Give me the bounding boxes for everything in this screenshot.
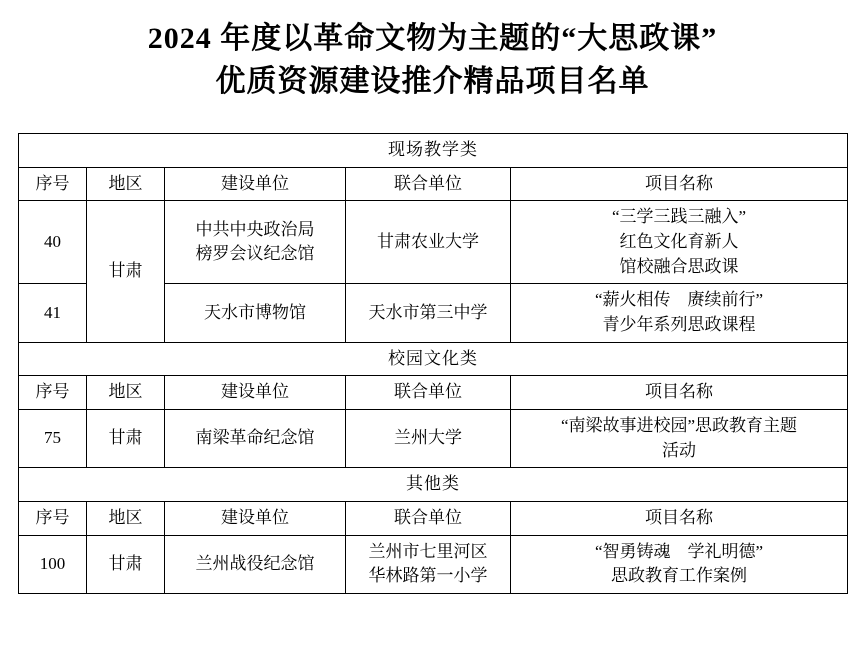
section-heading-1: 校园文化类 <box>19 342 848 376</box>
section-heading-2: 其他类 <box>19 468 848 502</box>
cell-joint <box>346 284 511 342</box>
column-header-row <box>19 501 848 535</box>
page-title <box>18 0 847 103</box>
column-header-row <box>19 376 848 410</box>
table-row <box>19 535 848 593</box>
cell-project-line: “薪火相传 赓续前行” <box>594 290 764 310</box>
cell-unit <box>165 409 346 467</box>
project-list-table <box>18 133 848 594</box>
cell-unit <box>165 201 346 284</box>
column-header-project: 项目名称 <box>511 376 848 410</box>
column-header-area: 地区 <box>87 376 165 410</box>
cell-unit-line: 兰州战役纪念馆 <box>195 553 315 573</box>
cell-project-line: “三学三践三融入” <box>611 207 747 227</box>
column-header-joint: 联合单位 <box>346 501 511 535</box>
column-header-unit: 建设单位 <box>165 501 346 535</box>
cell-joint-line: 兰州大学 <box>394 428 462 448</box>
cell-project-line: 思政教育工作案例 <box>611 566 748 586</box>
cell-project <box>511 535 848 593</box>
cell-joint-line: 华林路第一小学 <box>368 566 488 586</box>
cell-project-line: 青少年系列思政课程 <box>602 315 756 335</box>
cell-unit <box>165 284 346 342</box>
cell-area: 甘肃 <box>87 535 165 593</box>
cell-joint <box>346 409 511 467</box>
column-header-no: 序号 <box>19 501 87 535</box>
column-header-no: 序号 <box>19 167 87 201</box>
section-heading-row <box>19 134 848 168</box>
column-header-area: 地区 <box>87 167 165 201</box>
column-header-row <box>19 167 848 201</box>
cell-joint-line: 天水市第三中学 <box>368 302 488 322</box>
cell-project-line: 红色文化育新人 <box>619 232 739 252</box>
column-header-joint: 联合单位 <box>346 167 511 201</box>
cell-project-line: 活动 <box>662 440 697 460</box>
column-header-project: 项目名称 <box>511 501 848 535</box>
section-heading-row <box>19 342 848 376</box>
cell-project <box>511 284 848 342</box>
cell-unit-line: 榜罗会议纪念馆 <box>195 244 315 264</box>
column-header-project: 项目名称 <box>511 167 848 201</box>
cell-unit-line: 天水市博物馆 <box>204 302 306 322</box>
project-list-table-wrapper <box>18 133 847 594</box>
cell-joint-line: 兰州市七里河区 <box>368 541 488 561</box>
cell-project <box>511 201 848 284</box>
cell-project <box>511 409 848 467</box>
cell-joint <box>346 535 511 593</box>
column-header-area: 地区 <box>87 501 165 535</box>
page-title-line-2: 优质资源建设推介精品项目名单 <box>215 64 650 98</box>
cell-joint-line: 甘肃农业大学 <box>377 232 479 252</box>
cell-no: 40 <box>19 201 87 284</box>
cell-project-line: 馆校融合思政课 <box>619 256 739 276</box>
section-heading-0: 现场教学类 <box>19 134 848 168</box>
cell-unit-line: 南梁革命纪念馆 <box>195 428 315 448</box>
column-header-unit: 建设单位 <box>165 167 346 201</box>
column-header-unit: 建设单位 <box>165 376 346 410</box>
table-row <box>19 409 848 467</box>
page-title-line-1: 2024 年度以革命文物为主题的“大思政课” <box>147 22 718 55</box>
cell-no: 75 <box>19 409 87 467</box>
cell-unit <box>165 535 346 593</box>
table-row <box>19 201 848 284</box>
cell-project-line: “智勇铸魂 学礼明德” <box>594 541 764 561</box>
cell-project-line: “南梁故事进校园”思政教育主题 <box>560 415 798 435</box>
cell-no: 41 <box>19 284 87 342</box>
column-header-joint: 联合单位 <box>346 376 511 410</box>
cell-area: 甘肃 <box>87 409 165 467</box>
cell-joint <box>346 201 511 284</box>
cell-unit-line: 中共中央政治局 <box>195 219 315 239</box>
section-heading-row <box>19 468 848 502</box>
column-header-no: 序号 <box>19 376 87 410</box>
cell-no: 100 <box>19 535 87 593</box>
cell-area: 甘肃 <box>87 201 165 342</box>
